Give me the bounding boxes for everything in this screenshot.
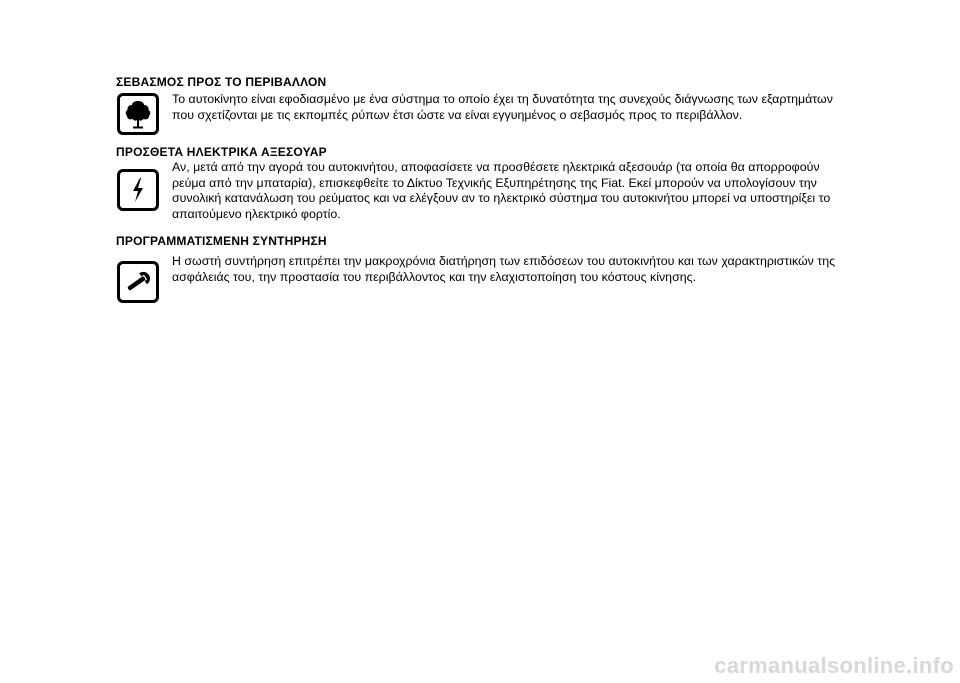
- text-line: ρεύμα από την μπαταρία), επισκεφθείτε το Δίκτυο Τεχνικής Εξυπηρέτησης της Fiat. Εκεί μπορούν να υπολογίσουν την: [172, 175, 817, 190]
- text-line: συνολική κατανάλωση του ρεύματος και να ελέγξουν αν το ηλεκτρικό σύστημα του αυτοκινήτου μπορεί να υποστηρίξει το: [172, 191, 831, 205]
- section-title: ΠΡΟΓΡΑΜΜΑΤΙΣΜΕΝΗ ΣΥΝΤΗΡΗΣΗ: [116, 234, 327, 248]
- text-line: Αν, μετά από την αγορά του αυτοκινήτου, αποφασίσετε να προσθέσετε ηλεκτρικά αξεσουάρ (τα οποία θα απορροφούν: [172, 160, 820, 174]
- lightning-icon: [117, 169, 159, 211]
- text-line: απαιτούμενο ηλεκτρικό φορτίο.: [172, 206, 341, 221]
- section-text: [172, 92, 917, 123]
- section-title: ΠΡΟΣΘΕΤΑ ΗΛΕΚΤΡΙΚΑ ΑΞΕΣΟΥΑΡ: [116, 145, 327, 159]
- tree-icon: [117, 93, 159, 135]
- section-electrical-accessories: [116, 145, 916, 221]
- section-title: ΣΕΒΑΣΜΟΣ ΠΡΟΣ ΤΟ ΠΕΡΙΒΑΛΛΟΝ: [116, 75, 327, 89]
- section-scheduled-maintenance: [116, 234, 916, 284]
- text-line: ασφάλειάς του, την προστασία του περιβάλλοντος και την ελαχιστοποίηση του κόστους κίνησης.: [172, 269, 697, 284]
- section-environment: [116, 75, 916, 122]
- text-line: Η σωστή συντήρηση επιτρέπει την μακροχρόνια διατήρηση των επιδόσεων του αυτοκινήτου και των χαρακτηριστικών της: [172, 254, 836, 268]
- section-text: [172, 254, 917, 285]
- text-line: Το αυτοκίνητο είναι εφοδιασμένο με ένα σύστημα το οποίο έχει τη δυνατότητα της συνεχούς διάγνωσης των εξαρτημάτων: [172, 92, 833, 106]
- section-text: [172, 160, 917, 222]
- text-line: που σχετίζονται με τις εκπομπές ρύπων έτσι ώστε να είναι εγγυημένος ο σεβασμός προς το περιβάλλον.: [172, 107, 743, 122]
- wrench-icon: [117, 261, 159, 303]
- watermark: carmanualsonline.info: [714, 653, 954, 678]
